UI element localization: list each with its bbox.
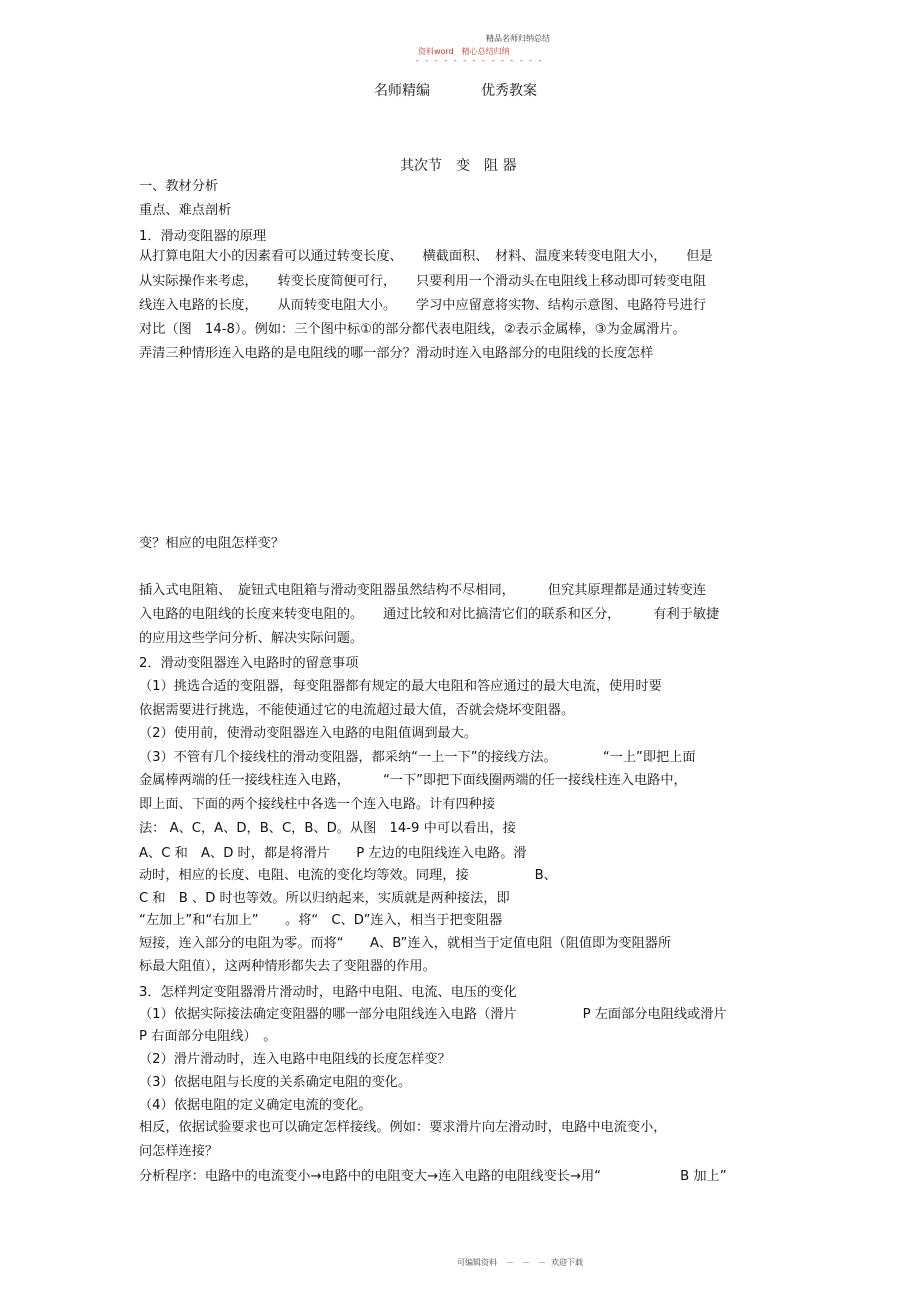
- body-line: （3）依据电阻与长度的关系确定电阻的变化。: [139, 1075, 412, 1090]
- body-line: （2）使用前，使滑动变阻器连入电路的电阻值调到最大。: [139, 726, 478, 741]
- page-title-right: 优秀教案: [481, 83, 537, 99]
- footer-left: 可编辑资料: [457, 1258, 497, 1267]
- body-line: 从打算电阻大小的因素看可以通过转变长度、 横截面积、 材料、温度来转变电阻大小， 但是: [139, 249, 713, 264]
- body-line: 动时，相应的长度、电阻、电流的变化均等效。同理，接 B、: [139, 868, 557, 883]
- body-line: 依据需要进行挑选，不能使通过它的电流超过最大值，否就会烧坏变阻器。: [139, 703, 575, 718]
- body-line: A、C 和 A、D 时，都是将滑片 P 左边的电阻线连入电路。滑: [139, 846, 527, 861]
- body-line: 弄清三种情形连入电路的是电阻线的哪一部分？滑动时连入电路部分的电阻线的长度怎样: [139, 346, 654, 361]
- body-line: 线连入电路的长度， 从而转变电阻大小。 学习中应留意将实物、结构示意图、电路符号进行: [139, 298, 707, 313]
- header-top-label: 精品名师归纳总结: [486, 34, 550, 43]
- body-line: 2．滑动变阻器连入电路时的留意事项: [139, 656, 359, 671]
- body-line: 一、教材分析: [139, 179, 219, 194]
- body-line: 的应用这些学问分析、解决实际问题。: [139, 631, 364, 646]
- footer-dashes: － － －: [506, 1258, 546, 1267]
- body-line: （2）滑片滑动时，连入电路中电阻线的长度怎样变？: [139, 1052, 451, 1067]
- body-line: 问怎样连接？: [139, 1144, 219, 1159]
- body-line: 3．怎样判定变阻器滑片滑动时，电路中电阻、电流、电压的变化: [139, 985, 517, 1000]
- body-line: 从实际操作来考虑， 转变长度简便可行， 只要利用一个滑动头在电阻线上移动即可转变电阻: [139, 274, 707, 289]
- body-line: 标最大阻值），这两种情形都失去了变阻器的作用。: [139, 959, 436, 974]
- body-line: “左加上”和“右加上” 。将“ C、D”连入，相当于把变阻器: [139, 913, 503, 928]
- header-red-dashes: - - - - - - - - - - - - - -: [416, 56, 544, 65]
- header-red-label: 资料word 精心总结归纳: [418, 47, 510, 56]
- page-title-left: 名师精编: [374, 83, 430, 99]
- body-line: 金属棒两端的任一接线柱连入电路， “一下”即把下面线圈两端的任一接线柱连入电路中，: [139, 773, 687, 788]
- footer-right: 欢迎下载: [551, 1258, 583, 1267]
- body-line: （3）不管有几个接线柱的滑动变阻器，都采纳“一上一下”的接线方法。 “一上”即把上面: [139, 750, 696, 765]
- body-line: 重点、难点剖析: [139, 203, 232, 218]
- body-line: 插入式电阻箱、 旋钮式电阻箱与滑动变阻器虽然结构不尽相同， 但究其原理都是通过转变连: [139, 583, 707, 598]
- body-line: 即上面、下面的两个接线柱中各选一个连入电路。计有四种接: [139, 797, 496, 812]
- body-line: （4）依据电阻的定义确定电流的变化。: [139, 1098, 372, 1113]
- body-line: 1．滑动变阻器的原理: [139, 229, 267, 244]
- body-line: 分析程序：电路中的电流变小→电路中的电阻变大→连入电路的电阻线变长→用“ B 加上”: [139, 1169, 727, 1184]
- body-line: 法： A、C，A、D，B、C，B、D。从图 14-9 中可以看出，接: [139, 821, 516, 836]
- body-line: P 右面部分电阻线） 。: [139, 1029, 277, 1044]
- body-line: C 和 B 、D 时也等效。所以归纳起来，实质就是两种接法，即: [139, 891, 510, 906]
- body-line: 变？相应的电阻怎样变？: [139, 536, 285, 551]
- body-line: （1）依据实际接法确定变阻器的哪一部分电阻线连入电路（滑片 P 左面部分电阻线或滑片: [139, 1007, 727, 1022]
- body-line: 对比（图 14-8）。例如：三个图中标①的部分都代表电阻线，②表示金属棒，③为金属滑片。: [139, 322, 686, 337]
- section-title: 其次节 变 阻 器: [400, 158, 517, 174]
- body-line: 入电路的电阻线的长度来转变电阻的。 通过比较和对比搞清它们的联系和区分， 有利于敏捷: [139, 607, 720, 622]
- body-line: 短接，连入部分的电阻为零。而将“ A、B”连入，就相当于定值电阻（阻值即为变阻器所: [139, 936, 672, 951]
- body-line: 相反，依据试验要求也可以确定怎样接线。例如：要求滑片向左滑动时，电路中电流变小，: [139, 1120, 667, 1135]
- body-line: （1）挑选合适的变阻器，每变阻器都有规定的最大电阻和答应通过的最大电流，使用时要: [139, 679, 662, 694]
